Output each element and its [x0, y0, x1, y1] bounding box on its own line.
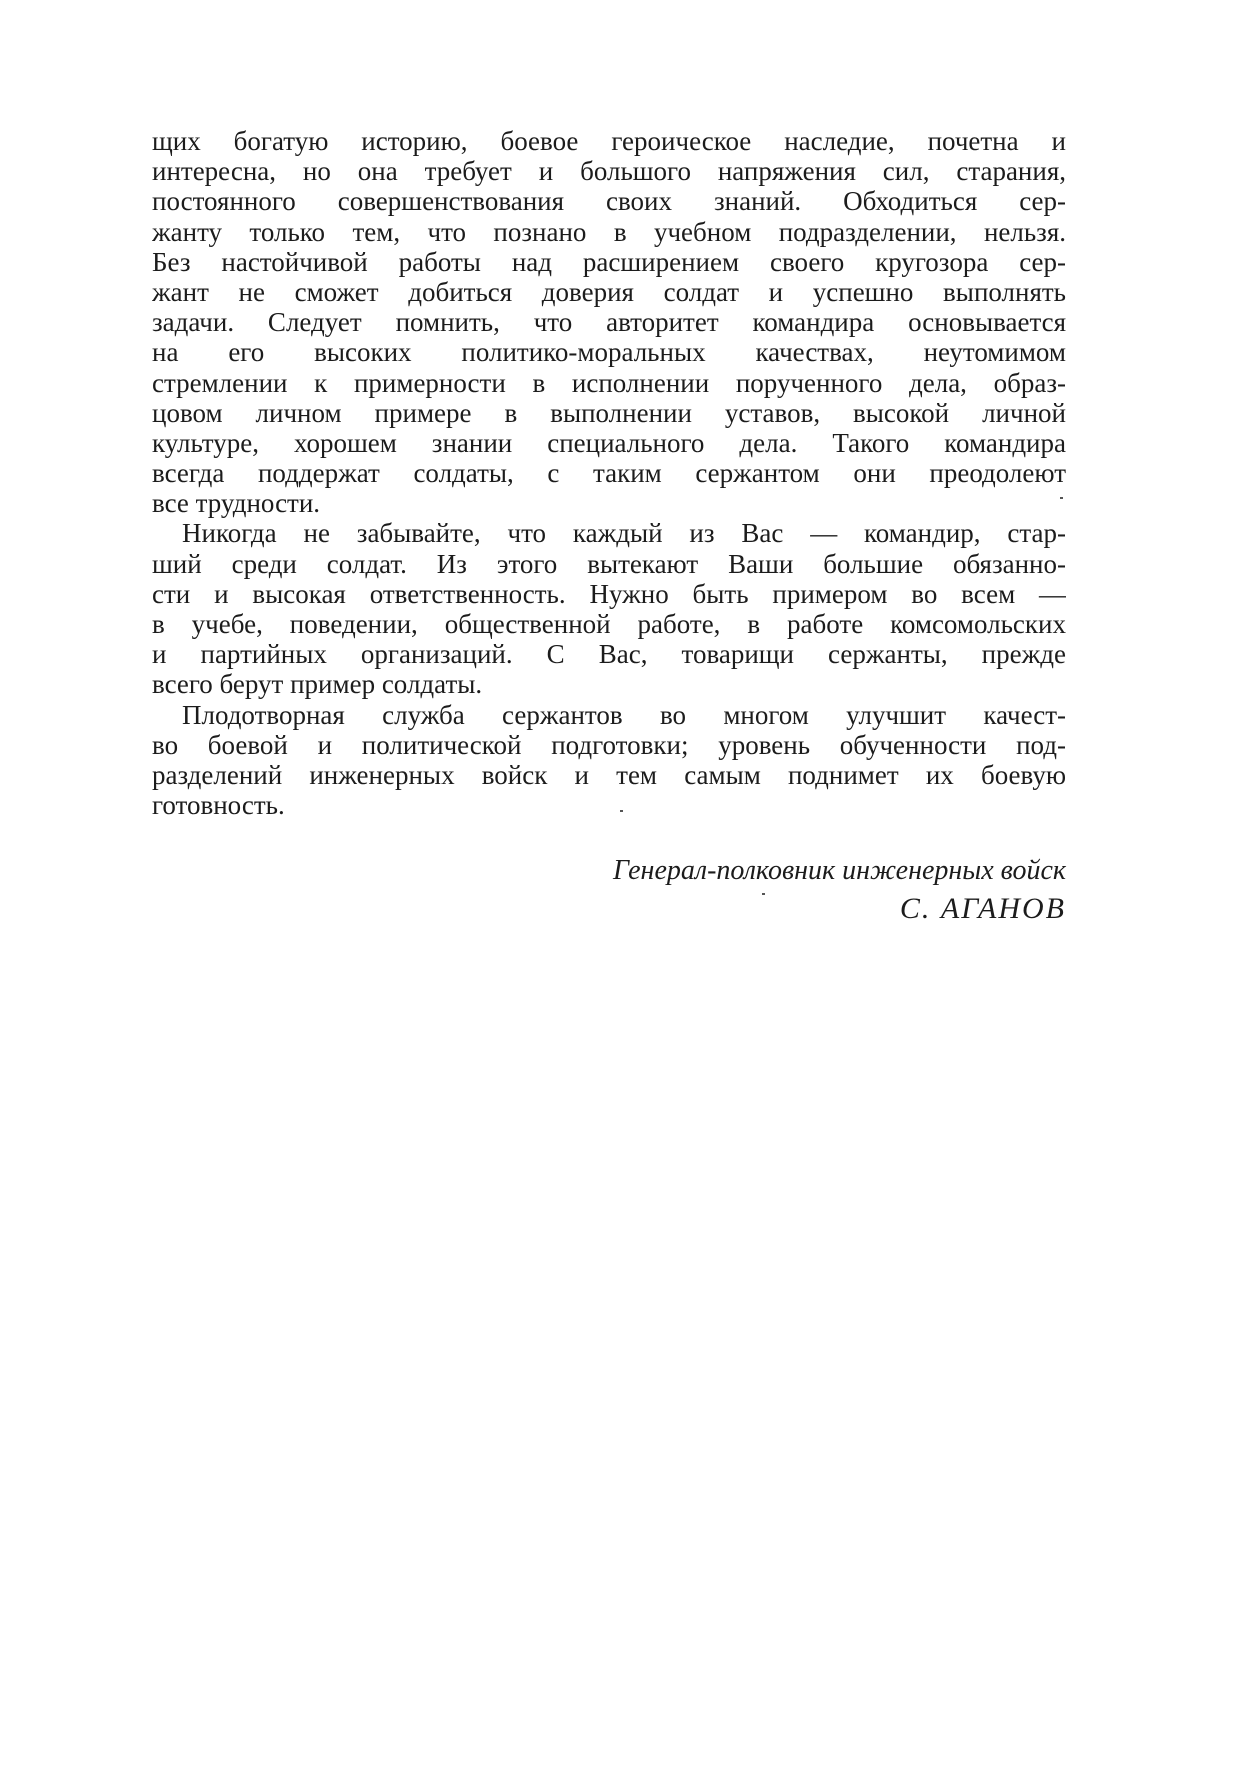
text-line: Плодотворная служба сержантов во многом улучшит качест-: [182, 699, 1066, 730]
text-line: культуре, хорошем знании специального дела. Такого командира: [152, 427, 1066, 458]
text-line: жанту только тем, что познано в учебном подразделении, нельзя.: [152, 216, 1066, 247]
text-line: стремлении к примерности в исполнении порученного дела, образ-: [152, 367, 1066, 398]
text-line: щих богатую историю, боевое героическое наследие, почетна и: [152, 126, 1066, 156]
text-line: ший среди солдат. Из этого вытекают Ваши большие обязанно-: [152, 548, 1066, 579]
paragraph-3: [152, 700, 1066, 821]
paragraph-1: [152, 126, 1066, 518]
text-line: и партийных организаций. С Вас, товарищи сержанты, прежде: [152, 639, 1066, 670]
text-line: Без настойчивой работы над расширением своего кругозора сер-: [152, 246, 1066, 277]
text-line: сти и высокая ответственность. Нужно быть примером во всем —: [152, 578, 1066, 609]
text-line: на его высоких политико-моральных качествах, неутомимом: [152, 337, 1066, 368]
scan-speck: [762, 893, 765, 895]
body-text: [152, 126, 1066, 820]
signature-title: Генерал-полковник инженерных войск: [613, 855, 1066, 886]
text-line: всегда поддержат солдаты, с таким сержантом они преодолеют: [152, 458, 1066, 489]
text-line: интересна, но она требует и большого напряжения сил, старания,: [152, 156, 1066, 187]
text-line: Никогда не забывайте, что каждый из Вас — командир, стар-: [182, 518, 1066, 549]
text-line: во боевой и политической подготовки; уровень обученности под-: [152, 729, 1066, 760]
scan-speck: [1060, 497, 1063, 499]
text-line: разделений инженерных войск и тем самым поднимет их боевую: [152, 759, 1066, 790]
scan-speck: [620, 810, 623, 812]
text-line: постоянного совершенствования своих знаний. Обходиться сер-: [152, 186, 1066, 217]
text-line: цовом личном примере в выполнении уставов, высокой личной: [152, 397, 1066, 428]
text-line: готовность.: [152, 790, 285, 821]
signature-name: С. АГАНОВ: [899, 892, 1066, 925]
text-line: задачи. Следует помнить, что авторитет командира основывается: [152, 307, 1066, 338]
text-line: всего берут пример солдаты.: [152, 669, 483, 700]
text-line: в учебе, поведении, общественной работе, в работе комсомольских: [152, 609, 1066, 639]
paragraph-2: [152, 518, 1066, 699]
text-line: все трудности.: [152, 488, 321, 519]
text-line: жант не сможет добиться доверия солдат и успешно выполнять: [152, 276, 1066, 307]
